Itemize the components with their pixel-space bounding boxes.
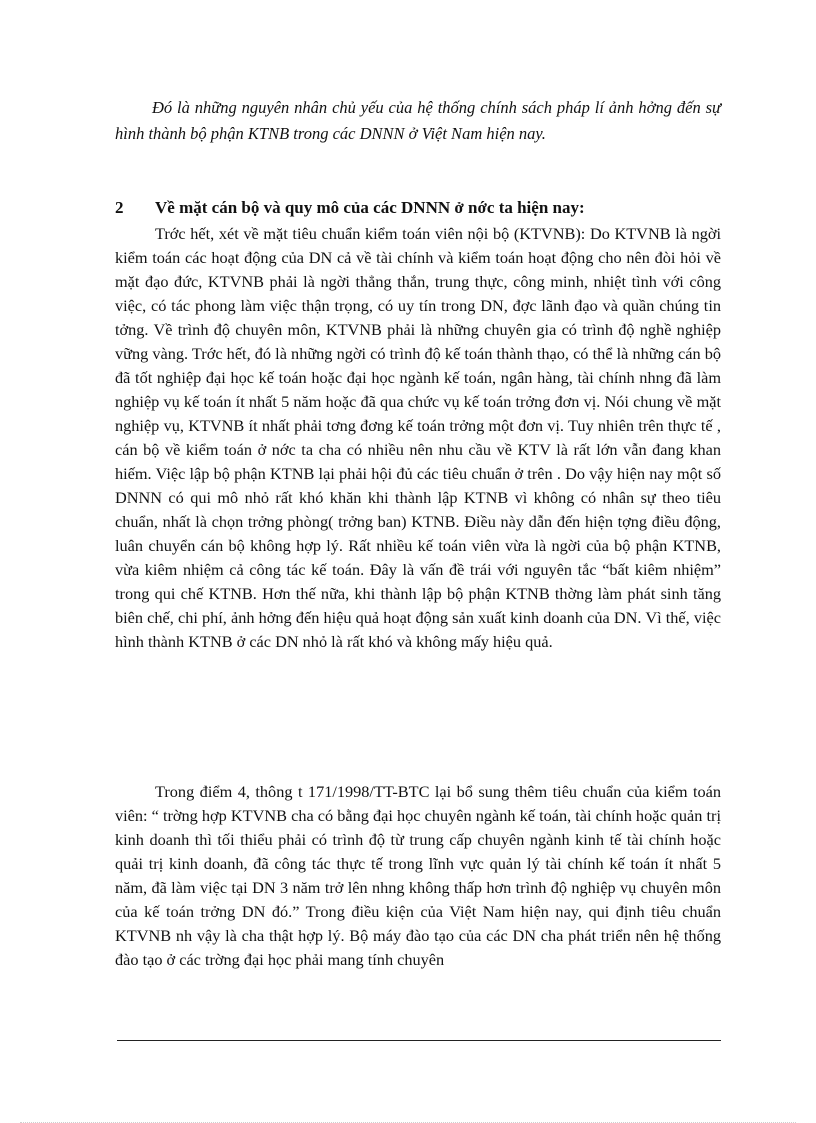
section-title: Về mặt cán bộ và quy mô của các DNNN ở nớc ta hiện nay: — [155, 198, 585, 217]
section-heading — [115, 196, 721, 220]
body-paragraph: Trớc hết, xét về mặt tiêu chuẩn kiểm toán viên nội bộ (KTVNB): Do KTVNB là ngời kiểm toán các hoạt động của DN cả về tài chính và kiểm toán hoạt động cho nên đòi hỏi về mặt đạo đức, KTVNB phải là ngời thẳng thắn, trung thực, công minh, nhiệt tình với công việc, có tác phong làm việc thận trọng, có uy tín trong DN, đợc lãnh đạo và quần chúng tin tởng. Về trình độ chuyên môn, KTVNB phải là những chuyên gia có trình độ nghề nghiệp vững vàng. Trớc hết, đó là những ngời có trình độ kế toán thành thạo, có thể là những cán bộ đã tốt nghiệp đại học kế toán hoặc đại học ngành kế toán, ngân hàng, tài chính nhng đã làm nghiệp vụ kế toán ít nhất 5 năm hoặc đã qua chức vụ kế toán trởng đơn vị. Nói chung về mặt nghiệp vụ, KTVNB ít nhất phải tơng đơng kế toán trởng một đơn vị. Tuy nhiên trên thực tế , cán bộ về kiểm toán ở nớc ta cha có nhiều nên nhu cầu về KTV là rất lớn vẫn đang khan hiếm. Việc lập bộ phận KTNB lại phải hội đủ các tiêu chuẩn ở trên . Do vậy hiện nay một số DNNN có qui mô nhỏ rất khó khăn khi thành lập KTNB vì không có nhân sự theo tiêu chuẩn, nhất là chọn trởng phòng( trởng ban) KTNB. Điều này dẫn đến hiện tợng điều động, luân chuyển cán bộ không hợp lý. Rất nhiều kế toán viên vừa là ngời của bộ phận KTNB, vừa kiêm nhiệm cả công tác kế toán. Đây là vấn đề trái với nguyên tắc “bất kiêm nhiệm” trong qui chế KTNB. Hơn thế nữa, khi thành lập bộ phận KTNB thờng làm phát sinh tăng biên chế, chi phí, ảnh hởng đến hiệu quả hoạt động sản xuất kinh doanh của DN. Vì thế, việc hình thành KTNB ở các DN nhỏ là rất khó và không mấy hiệu quả. — [115, 224, 721, 651]
intro-paragraph: Đó là những nguyên nhân chủ yếu của hệ thống chính sách pháp lí ảnh hởng đến sự hình thành bộ phận KTNB trong các DNNN ở Việt Nam hiện nay. — [115, 98, 721, 143]
footer-rule — [117, 1040, 721, 1041]
section-number: 2 — [115, 198, 124, 217]
body-paragraph: Trong điểm 4, thông t 171/1998/TT-BTC lại bổ sung thêm tiêu chuẩn của kiểm toán viên: “ trờng hợp KTVNB cha có bằng đại học chuyên ngành kế toán, tài chính hoặc quản trị kinh doanh thì tối thiểu phải có trình độ từ trung cấp chuyên ngành kinh tế tài chính hoặc quải trị kinh doanh, đã công tác thực tế trong lĩnh vực quản lý tài chính kế toán ít nhất 5 năm, đã làm việc tại DN 3 năm trở lên nhng không thấp hơn trình độ nghiệp vụ chuyên môn của kế toán trởng DN đó.” Trong điều kiện của Việt Nam hiện nay, qui định tiêu chuẩn KTVNB nh vậy là cha thật hợp lý. Bộ máy đào tạo của các DN cha phát triển nên hệ thống đào tạo ở các trờng đại học phải mang tính chuyên — [115, 782, 721, 969]
